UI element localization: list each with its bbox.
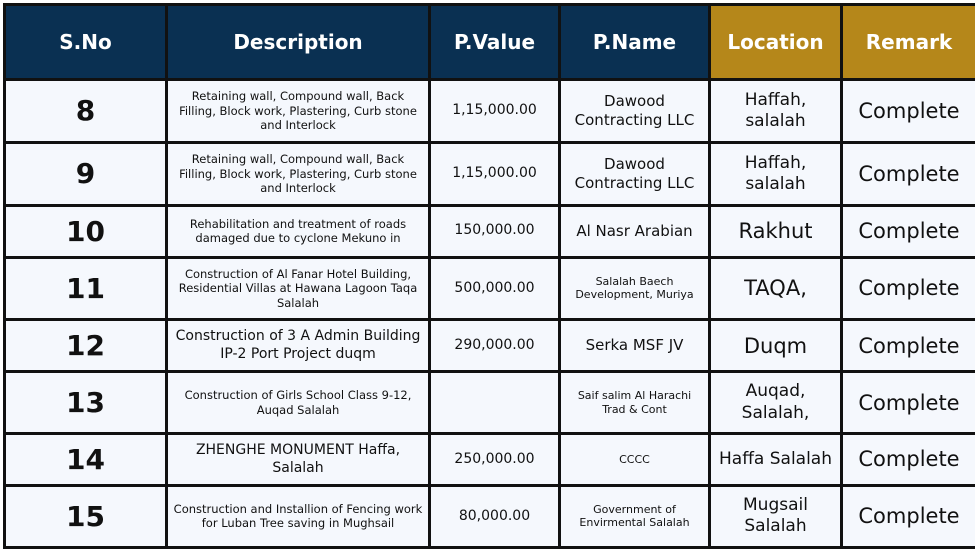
row-description: Retaining wall, Compound wall, Back Filling, Block work, Plastering, Curb stone and Interlock [167, 80, 430, 143]
row-sno: 10 [5, 205, 167, 257]
row-location: Duqm [710, 320, 842, 372]
row-location: Rakhut [710, 205, 842, 257]
header-row [5, 5, 975, 80]
table-row [5, 320, 975, 372]
row-pvalue: 250,000.00 [430, 434, 560, 486]
header-description: Description [167, 5, 430, 80]
row-remark: Complete [842, 320, 975, 372]
row-sno: 12 [5, 320, 167, 372]
row-description: ZHENGHE MONUMENT Haffa, Salalah [167, 434, 430, 486]
row-remark: Complete [842, 485, 975, 547]
row-pname: CCCC [560, 434, 710, 486]
row-remark: Complete [842, 80, 975, 143]
row-pvalue: 1,15,000.00 [430, 142, 560, 205]
row-pname: Dawood Contracting LLC [560, 142, 710, 205]
row-pname: Saif salim Al Harachi Trad & Cont [560, 372, 710, 434]
row-description: Rehabilitation and treatment of roads damaged due to cyclone Mekuno in [167, 205, 430, 257]
row-pvalue: 80,000.00 [430, 485, 560, 547]
row-remark: Complete [842, 434, 975, 486]
row-pname: Salalah Baech Development, Muriya [560, 257, 710, 320]
row-pvalue: 500,000.00 [430, 257, 560, 320]
row-sno: 13 [5, 372, 167, 434]
row-description: Retaining wall, Compound wall, Back Filling, Block work, Plastering, Curb stone and Interlock [167, 142, 430, 205]
row-sno: 15 [5, 485, 167, 547]
table-row [5, 142, 975, 205]
row-description: Construction of 3 A Admin Building IP-2 Port Project duqm [167, 320, 430, 372]
table-row [5, 205, 975, 257]
header-pname: P.Name [560, 5, 710, 80]
row-remark: Complete [842, 257, 975, 320]
row-description: Construction of Girls School Class 9-12, Auqad Salalah [167, 372, 430, 434]
row-description: Construction and Installion of Fencing work for Luban Tree saving in Mughsail [167, 485, 430, 547]
row-remark: Complete [842, 372, 975, 434]
row-pvalue: 290,000.00 [430, 320, 560, 372]
row-location: Haffah, salalah [710, 142, 842, 205]
header-sno: S.No [5, 5, 167, 80]
row-location: Haffah, salalah [710, 80, 842, 143]
row-location: TAQA, [710, 257, 842, 320]
row-remark: Complete [842, 205, 975, 257]
header-pvalue: P.Value [430, 5, 560, 80]
projects-table [3, 3, 975, 549]
table-row [5, 485, 975, 547]
row-sno: 14 [5, 434, 167, 486]
table-row [5, 257, 975, 320]
row-pname: Serka MSF JV [560, 320, 710, 372]
row-pvalue [430, 372, 560, 434]
row-pvalue: 150,000.00 [430, 205, 560, 257]
row-location: Auqad, Salalah, [710, 372, 842, 434]
table-row [5, 372, 975, 434]
row-sno: 8 [5, 80, 167, 143]
row-location: Haffa Salalah [710, 434, 842, 486]
table-row [5, 434, 975, 486]
row-pvalue: 1,15,000.00 [430, 80, 560, 143]
row-description: Construction of Al Fanar Hotel Building, Residential Villas at Hawana Lagoon Taqa Salalah [167, 257, 430, 320]
row-pname: Al Nasr Arabian [560, 205, 710, 257]
row-sno: 9 [5, 142, 167, 205]
row-sno: 11 [5, 257, 167, 320]
row-pname: Government of Envirmental Salalah [560, 485, 710, 547]
header-location: Location [710, 5, 842, 80]
row-remark: Complete [842, 142, 975, 205]
table-row [5, 80, 975, 143]
row-pname: Dawood Contracting LLC [560, 80, 710, 143]
row-location: Mugsail Salalah [710, 485, 842, 547]
header-remark: Remark [842, 5, 975, 80]
